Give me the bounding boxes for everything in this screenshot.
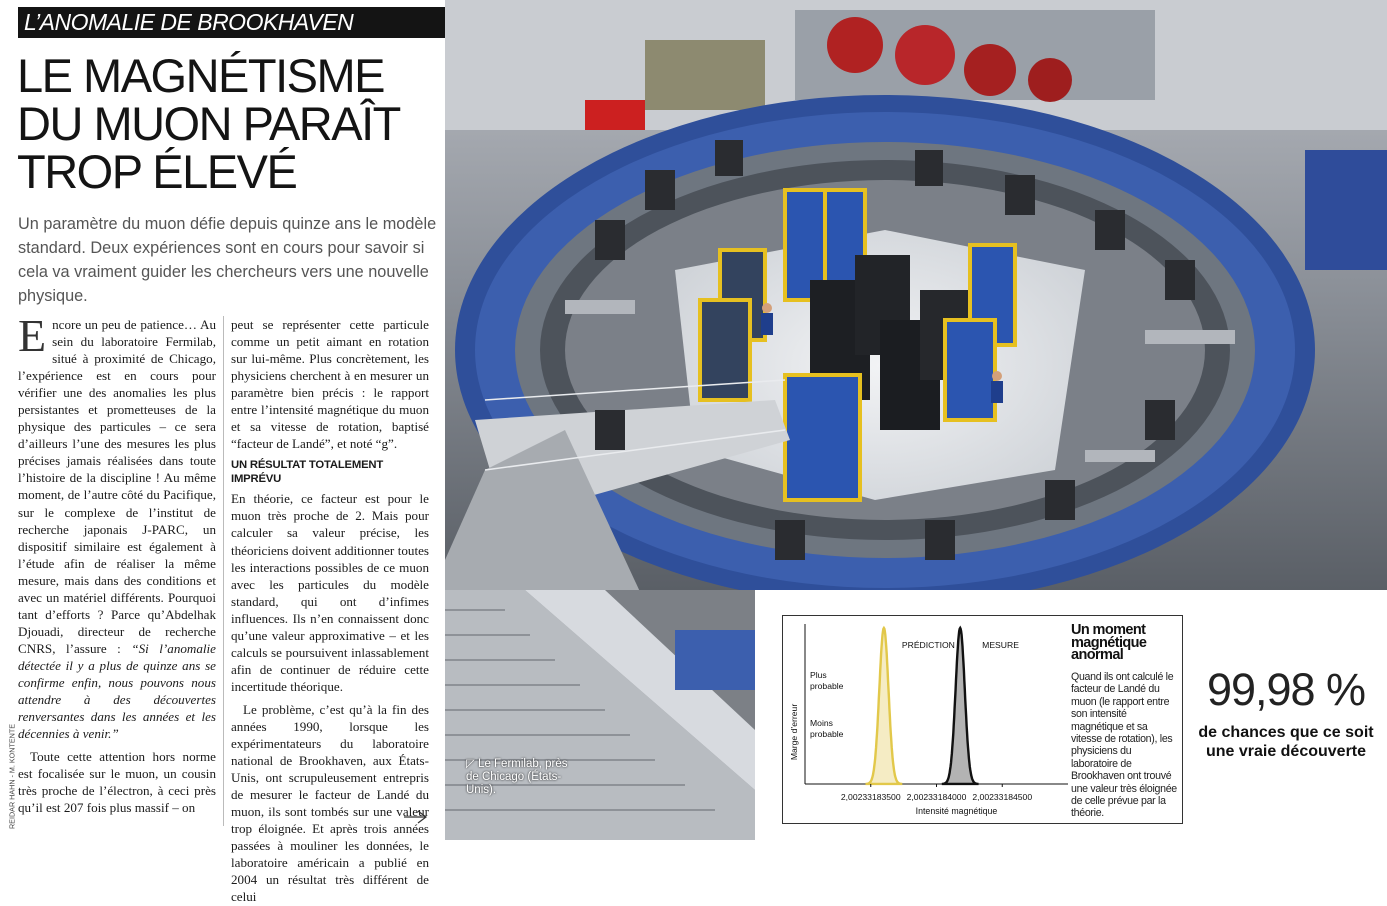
staircase-illustration bbox=[445, 590, 755, 840]
paragraph-2-text: Toute cette attention hors norme est focalisée sur le muon, un cousin très proche de l’électron, à ceci près qu’il est 207 fois plus massif – on bbox=[18, 749, 216, 816]
curve-prediction bbox=[866, 628, 903, 784]
standfirst: Un paramètre du muon défie depuis quinze ans le modèle standard. Deux expériences sont en cours pour savoir si cela va vraiment guider les chercheurs vers une nouvelle physique. bbox=[18, 215, 437, 305]
column-divider bbox=[223, 316, 224, 826]
paragraph-4: Le problème, c’est qu’à la fin des années 1990, lorsque les expérimentateurs du laboratoire national de Brookhaven, aux États-Unis, ont scrupuleusement entrepris de mesurer le facteur de Landé du muon, ils sont tombés sur une valeur trop éloignée. Et après trois années passées à mouliner les données, le laboratoire américain a publié en 2004 un résultat très différent de celui bbox=[231, 701, 429, 905]
photo-credit-text: REIDAR HAHN - M. KONTENTE bbox=[7, 723, 17, 830]
fermilab-photo bbox=[445, 0, 1387, 590]
series-label: MESURE bbox=[982, 640, 1019, 650]
headline-line: LE MAGNÉTISME bbox=[17, 49, 385, 102]
x-axis-label: Intensité magnétique bbox=[915, 806, 998, 816]
subhead: UN RÉSULTAT TOTALEMENT IMPRÉVU bbox=[231, 459, 384, 486]
drop-cap: E bbox=[18, 310, 47, 361]
y-annotation: Moins bbox=[810, 718, 833, 728]
x-tick-label: 2,00233183500 bbox=[840, 792, 901, 802]
chart-box bbox=[782, 615, 1183, 824]
photo-credit bbox=[4, 722, 18, 832]
muon-ring-illustration bbox=[445, 0, 1387, 590]
kicker: L’ANOMALIE DE BROOKHAVEN bbox=[18, 7, 445, 38]
chart-text: Quand ils ont calculé le facteur de Landé du muon (le rapport entre son intensité magnétique et sa vitesse de rotation), les physiciens du laboratoire de Brookhaven ont trouvé une valeur très éloignée de celle prévue par la théorie. bbox=[1071, 671, 1177, 820]
y-annotation: probable bbox=[810, 729, 844, 739]
headline-line: TROP ÉLEVÉ bbox=[17, 145, 297, 198]
paragraph-1 bbox=[18, 310, 216, 742]
series-label: PRÉDICTION bbox=[901, 640, 955, 650]
headline bbox=[17, 49, 447, 198]
article-column-2 bbox=[231, 316, 429, 906]
paragraph-1-text: ncore un peu de patience… Au sein du laboratoire Fermilab, situé à proximité de Chicago, l’expérience est en cours pour vérifier une des anomalies les plus persistantes et prometteuses de la physique des particules – ce sera d’ailleurs l’une des mesures les plus précises jamais réalisées dans toute l’histoire de la discipline ! Au même moment, de l’autre côté du Pacifique, sur le complexe de l’institut de recherche japonais J-PARC, un dispositif similaire est également à l’étude afin de réaliser la même mesure, mais dans des conditions et avec un matériel différents. Pourquoi tant d’efforts ? Parce qu’Abdelhak Djouadi, directeur de recherche CNRS, l’assure : bbox=[18, 317, 216, 656]
stat-value: 99,98 % bbox=[1206, 664, 1366, 715]
caption-text: Le Fermilab, près de Chicago (États-Unis). bbox=[466, 758, 568, 796]
y-annotation: probable bbox=[810, 681, 844, 691]
staircase-photo bbox=[445, 590, 755, 840]
stat-label: de chances que ce soit une vraie découverte bbox=[1198, 724, 1374, 760]
paragraph-2-continued: peut se représenter cette particule comme un petit aimant en rotation sur lui-même. Plus concrètement, les physiciens cherchent à en mesurer un paramètre bien précis : le rapport entre l’intensité magnétique du muon et sa vitesse de rotation, baptisé “facteur de Landé”, et noté “g”. bbox=[231, 317, 429, 452]
continue-arrow-icon bbox=[403, 808, 429, 826]
chart-title: Un moment magnétique anormal bbox=[1071, 622, 1147, 663]
y-annotation: Plus bbox=[810, 670, 827, 680]
x-tick-label: 2,00233184500 bbox=[972, 792, 1033, 802]
quote: “Si l’anomalie détectée il y a plus de quinze ans se confirme enfin, nous pouvons nous attendre à des découvertes renversantes dans les années et les décennies à venir.” bbox=[18, 640, 216, 742]
article-column-1 bbox=[18, 310, 216, 816]
photo-caption bbox=[466, 758, 576, 797]
paragraph-3: En théorie, ce facteur est pour le muon très proche de 2. Mais pour calculer sa valeur précise, les théoriciens doivent additionner toutes les interactions possibles de ce muon avec les particules du modèle standard, qui ont d’infimes influences. Ils n’en connaissent donc qu’une valeur approximative – et les calculs se poursuivent inlassablement afin de continuer de réduire cette incertitude théorique. bbox=[231, 491, 429, 694]
x-tick-label: 2,00233184000 bbox=[906, 792, 967, 802]
curve-measure bbox=[942, 628, 979, 784]
caption-arrow-icon: ◸ bbox=[466, 758, 479, 770]
y-axis-label: Marge d’erreur bbox=[789, 703, 799, 761]
paragraph-2 bbox=[18, 748, 216, 816]
headline-line: DU MUON PARAÎT bbox=[17, 97, 400, 150]
